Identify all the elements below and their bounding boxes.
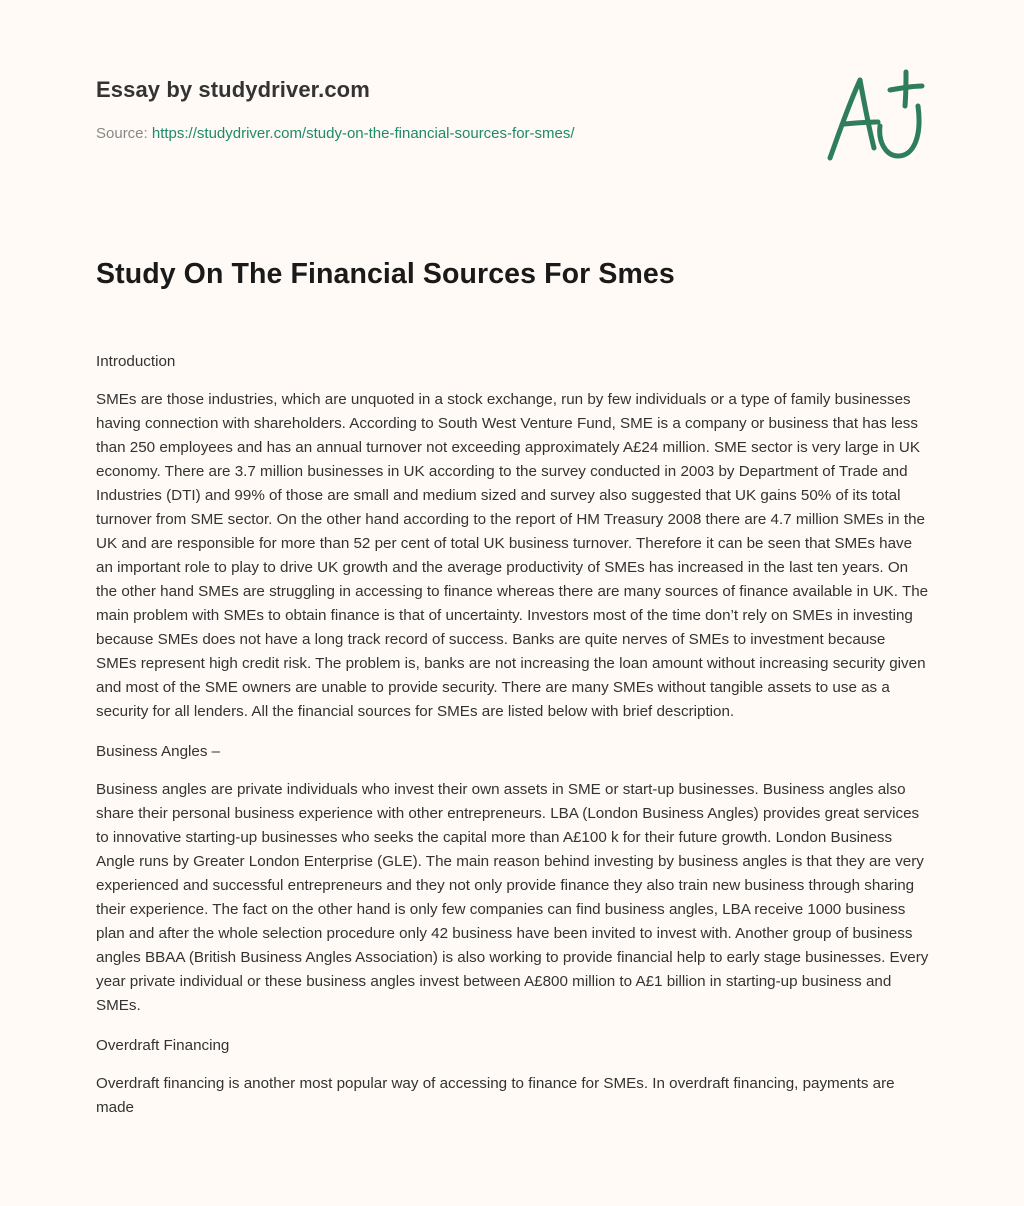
document-body [96,350,930,1136]
source-label: Source: [96,125,148,142]
section-body-introduction: SMEs are those industries, which are unquoted in a stock exchange, run by few individuals or a type of family businesses having connection with shareholders. According to South West Venture Fund, SME is a company or business that has less than 250 employees and has an annual turnover not exceeding approximately A£24 million. SME sector is very large in UK economy. There are 3.7 million businesses in UK according to the survey conducted in 2003 by Department of Trade and Industries (DTI) and 99% of those are small and medium sized and survey also suggested that UK gains 50% of its total turnover from SME sector. On the other hand according to the report of HM Treasury 2008 there are 4.7 million SMEs in the UK and are responsible for more than 52 per cent of total UK business turnover. Therefore it can be seen that SMEs have an important role to play to drive UK growth and the average productivity of SMEs has increased in the last ten years. On the other hand SMEs are struggling in accessing to finance whereas there are many sources of finance available in UK. The main problem with SMEs to obtain finance is that of uncertainty. Investors most of the time don’t rely on SMEs in investing because SMEs does not have a long track record of success. Banks are quite nerves of SMEs to investment because SMEs represent high credit risk. The problem is, banks are not increasing the loan amount without increasing security given and most of the SME owners are unable to provide security. There are many SMEs without tangible assets to use as a security for all lenders. All the financial sources for SMEs are listed below with brief description. [96,391,929,720]
section-body-business-angles: Business angles are private individuals who invest their own assets in SME or start-up businesses. Business angles also share their personal business experience with other entrepreneurs. LBA (London Business Angles) provides great services to innovative starting-up businesses who seeks the capital more than A£100 k for their future growth. London Business Angle runs by Greater London Enterprise (GLE). The main reason behind investing by business angles is that they are very experienced and successful entrepreneurs and they not only provide finance they also train new business through sharing their experience. The fact on the other hand is only few companies can find business angles, LBA receive 1000 business plan and after the whole selection procedure only 42 business have been invited to invest with. Another group of business angles BBAA (British Business Angles Association) is also working to provide financial help to early stage businesses. Every year private individual or these business angles invest between A£800 million to A£1 billion in starting-up business and SMEs. [96,781,929,1014]
source-link[interactable]: https://studydriver.com/study-on-the-financial-sources-for-smes/ [151,125,575,142]
section-heading-overdraft-financing: Overdraft Financing [96,1037,230,1054]
page-header [96,74,796,144]
document-title: Study On The Financial Sources For Smes [96,258,675,290]
source-line [96,124,796,144]
section-heading-business-angles: Business Angles – [96,743,221,760]
section-body-overdraft-financing: Overdraft financing is another most popular way of accessing to finance for SMEs. In overdraft financing, payments are made [96,1075,895,1116]
site-title: Essay by studydriver.com [96,77,370,102]
a-plus-grade-icon [818,66,930,166]
section-heading-introduction: Introduction [96,353,176,370]
